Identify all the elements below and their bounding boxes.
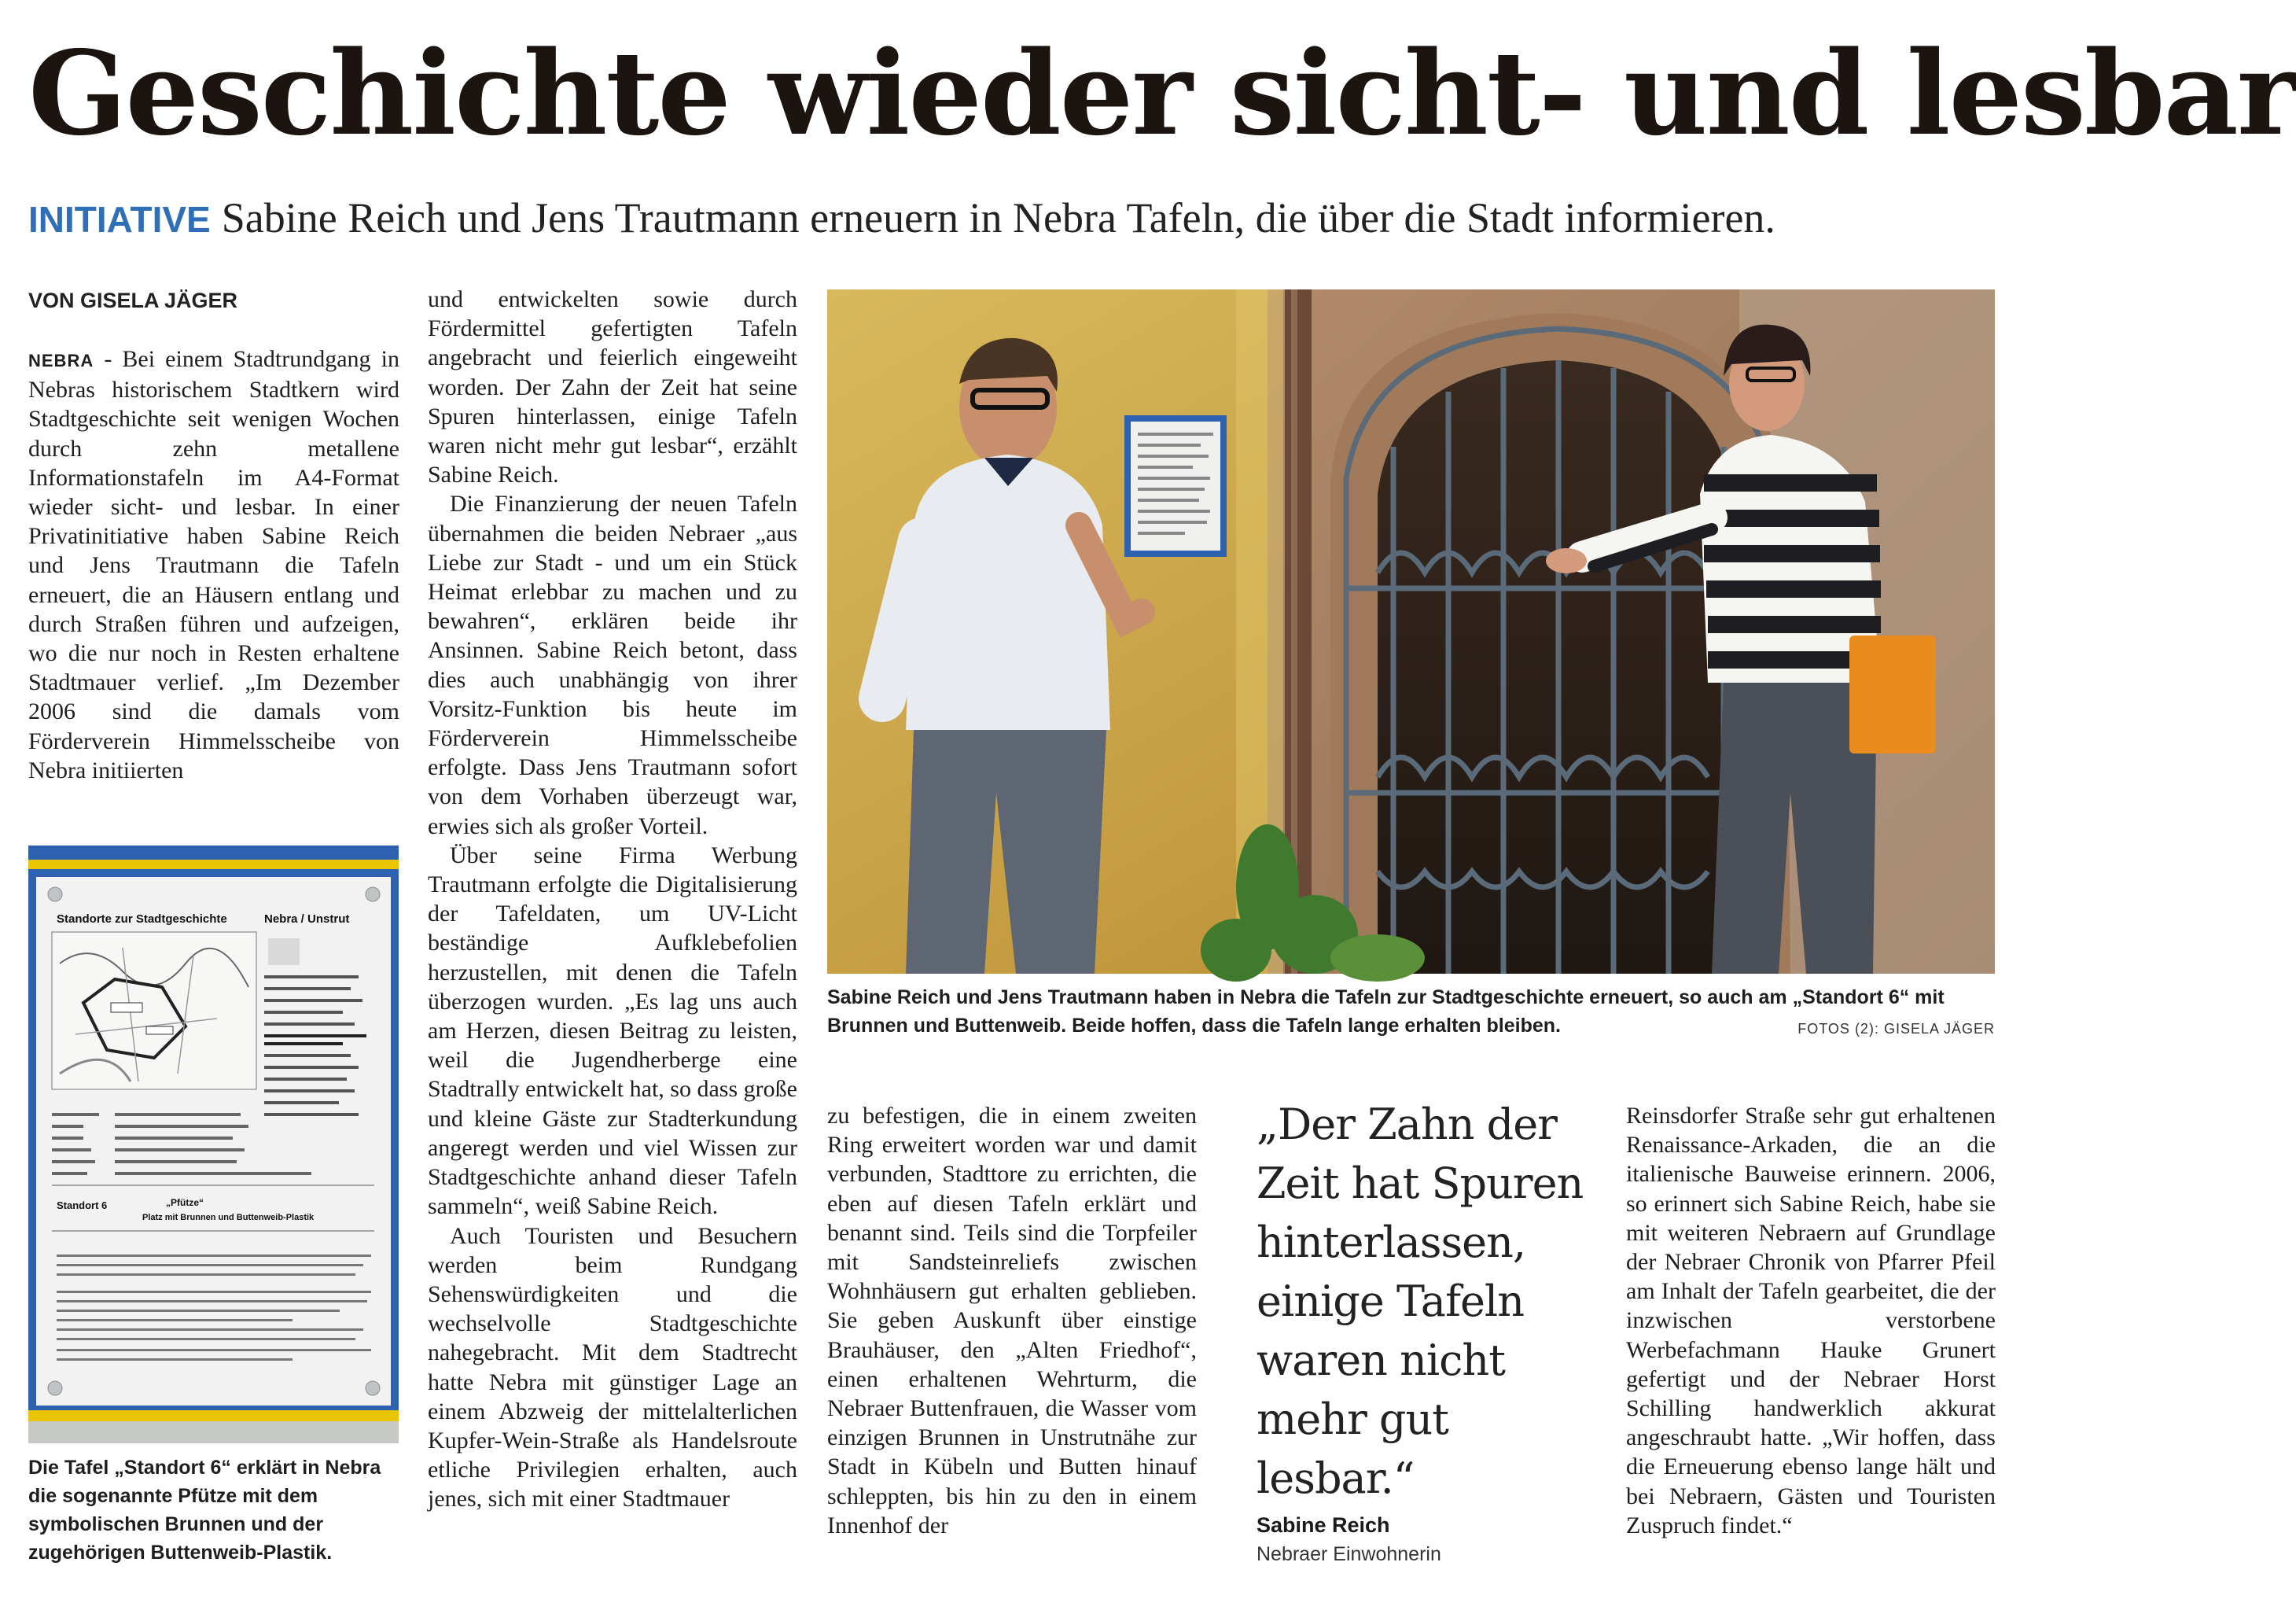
main-photo bbox=[827, 289, 1995, 974]
paragraph: und entwickelten sowie durch Fördermittel gefertigten Tafeln angebracht und feierlich eingeweiht worden. Der Zahn der Zeit hat seine Spuren hinterlassen, einige Tafeln waren nicht mehr gut lesbar“, erzählt Sabine Reich. bbox=[428, 286, 797, 488]
subline-text: Sabine Reich und Jens Trautmann erneuern in Nebra Tafeln, die über die Stadt informieren. bbox=[221, 194, 1775, 241]
main-photo-caption: Sabine Reich und Jens Trautmann haben in Nebra die Tafeln zur Stadtgeschichte erneuert, so auch am „Standort 6“ mit Brunnen und Buttenweib. Beide hoffen, dass die Tafeln lange erhalten bleiben. bbox=[827, 986, 1945, 1037]
article-column-3 bbox=[827, 1101, 1197, 1540]
sign-name: „Pfütze“ bbox=[166, 1197, 204, 1208]
sign-standort: Standort 6 bbox=[57, 1199, 108, 1211]
sign-title: Standorte zur Stadtgeschichte bbox=[57, 912, 227, 926]
article-column-2 bbox=[428, 285, 797, 1514]
paragraph: Die Finanzierung der neuen Tafeln übernahmen die beiden Nebraer „aus Liebe zur Stadt - und um ein Stück Heimat erlebbar zu machen und zu bewahren“, erklären beide ihr Ansinnen. Sabine Reich betont, dass dies auch unabhängig von ihrer Vorsitz-Funktion bis heute im Förderverein Himmelsscheibe erfolgte. Dass Jens Trautmann sofort von dem Vorhaben überzeugt war, erwies sich als großer Vorteil. bbox=[428, 491, 797, 839]
paragraph: Über seine Firma Werbung Trautmann erfolgte die Digitalisierung der Tafeldaten, um UV-Licht beständige Aufklebefolien herzustellen, mit denen die Tafeln überzogen wurden. „Es lag uns auch am Herzen, diesen Beitrag zu leisten, weil die Jugendherberge eine Stadtrally entwickelt hat, so dass große und kleine Gäste zur Stadterkundung angeregt werden und viel Wissen zur Stadtgeschichte anhand dieser Tafeln sammeln“, weiß Sabine Reich. bbox=[428, 842, 797, 1220]
paragraph: Auch Touristen und Besuchern werden beim Rundgang Sehenswürdigkeiten und die wechselvolle Stadtgeschichte nahegebracht. Mit dem Stadtrecht hatte Nebra mit günstiger Lage an einem Abzweig der mittelalterlichen Kupfer-Wein-Straße als Handelsroute etliche Privilegien erhalten, auch jenes, sich mit einer Stadtmauer bbox=[428, 1222, 797, 1512]
sign-sub: Platz mit Brunnen und Buttenweib-Plastik bbox=[142, 1213, 315, 1222]
kicker: INITIATIVE bbox=[28, 199, 211, 240]
article-column-1 bbox=[28, 344, 399, 785]
subline bbox=[28, 190, 1994, 247]
quote-author-role: Nebraer Einwohnerin bbox=[1257, 1543, 1441, 1565]
sign-photo bbox=[28, 846, 399, 1443]
sign-place: Nebra / Unstrut bbox=[264, 912, 350, 926]
article-column-5 bbox=[1626, 1101, 1996, 1540]
dateline: NEBRA bbox=[28, 351, 94, 370]
sign-photo-image bbox=[28, 846, 399, 1443]
paragraph: Reinsdorfer Straße sehr gut erhaltenen Renaissance-Arkaden, die an die italienische Bauweise erinnern. 2006, so erinnert sich Sabine Reich, habe sie mit weiteren Nebraern auf Grundlage der Nebraer Chronik von Pfarrer Pfeil am Inhalt der Tafeln gearbeitet, die der inzwischen verstorbene Werbefachmann Hauke Grunert gefertigt und der Nebraer Horst Schilling handwerklich akkurat angeschraubt hatte. „Wir hoffen, dass die Erneuerung ebenso lange hält und bei Nebraern, Gästen und Touristen Zuspruch findet.“ bbox=[1626, 1103, 1996, 1538]
sign-photo-caption: Die Tafel „Standort 6“ erklärt in Nebra die sogenannte Pfütze mit dem symbolischen Brunnen und der zugehörigen Buttenweib-Plastik. bbox=[28, 1457, 381, 1564]
photo-credit: FOTOS (2): GISELA JÄGER bbox=[1797, 1021, 1995, 1037]
paragraph: zu befestigen, die in einem zweiten Ring erweitert worden war und damit verbunden, Stadttore zu errichten, die eben auf diesen Tafeln erklärt und benannt sind. Teils sind die Torpfeiler mit Sandsteinreliefs zwischen Wohnhäusern gut erhalten geblieben. Sie geben Auskunft über einstige Brauhäuser, den „Alten Friedhof“, einen erhaltenen Wehrturm, die Nebraer Buttenfrauen, die Wasser vom einzigen Brunnen in Unstrutnähe zur Stadt in Kübeln und Butten hinauf schleppten, bis hin zu den in einem Innenhof der bbox=[827, 1103, 1197, 1538]
main-photo-image bbox=[827, 289, 1995, 974]
headline: Geschichte wieder sicht- und lesbar bbox=[28, 25, 2296, 161]
pull-quote: „Der Zahn der Zeit hat Spuren hinterlassen, einige Tafeln waren nicht mehr gut lesbar.“ bbox=[1257, 1100, 1584, 1503]
paragraph: NEBRA - Bei einem Stadtrundgang in Nebras historischem Stadtkern wird Stadtgeschichte seit wenigen Wochen durch zehn metallene Informationstafeln im A4-Format wieder sicht- und lesbar. In einer Privatinitiative haben Sabine Reich und Jens Trautmann die Tafeln erneuert, die an Häusern entlang und durch Straßen führen und aufzeigen, wo die nur noch in Resten erhaltene Stadtmauer verlief. „Im Dezember 2006 sind die damals vom Förderverein Himmelsscheibe von Nebra initiierten bbox=[28, 346, 399, 783]
byline: VON GISELA JÄGER bbox=[28, 289, 238, 312]
quote-author: Sabine Reich bbox=[1257, 1513, 1390, 1537]
